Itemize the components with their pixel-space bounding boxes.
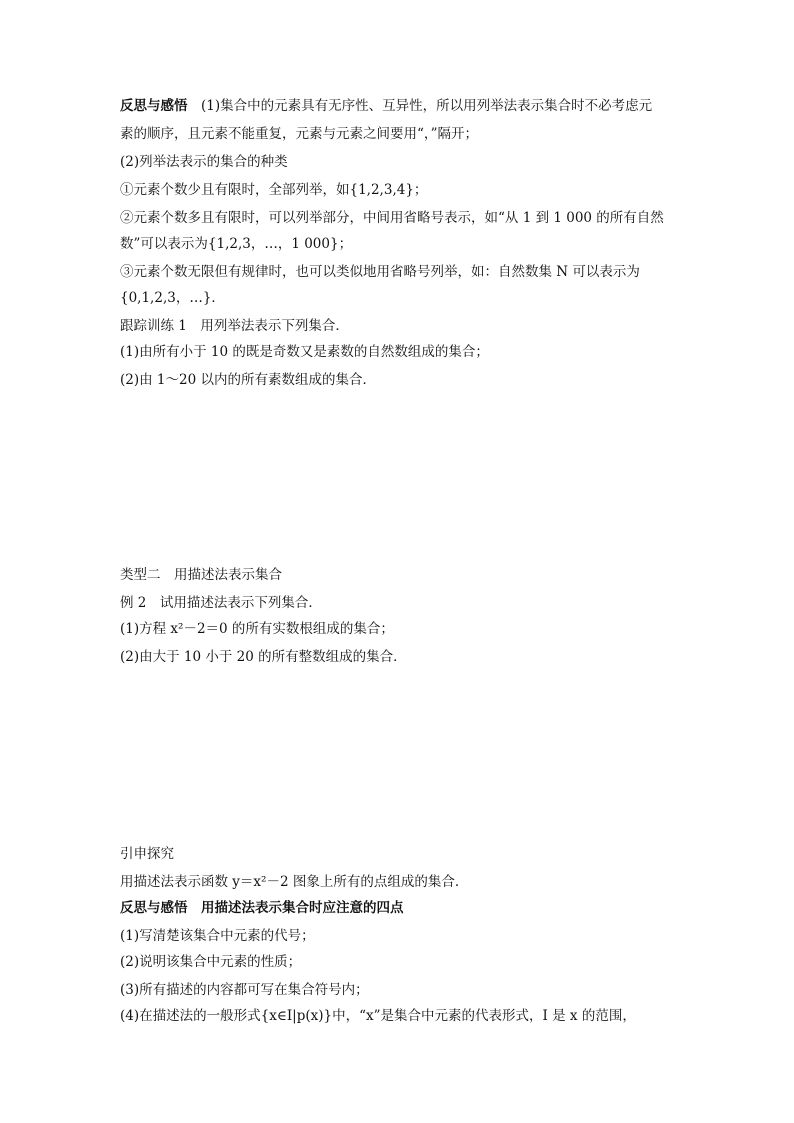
type-title: 类型二 用描述法表示集合: [120, 567, 282, 583]
example-item-2: (2)由大于 10 小于 20 的所有整数组成的集合．: [120, 649, 407, 665]
example-item-1: (1)方程 x²－2＝0 的所有实数根组成的集合；: [120, 621, 394, 637]
kind-3-line-2: {0,1,2,3，…}．: [120, 290, 225, 306]
reflection-line-2: 素的顺序，且元素不能重复，元素与元素之间要用“，”隔开；: [120, 126, 479, 142]
point-2: (2)说明该集合中元素的性质；: [120, 954, 302, 970]
example-title: 例 2 试用描述法表示下列集合．: [120, 595, 322, 611]
point-4: (4)在描述法的一般形式{x∈I|p(x)}中，“x”是集合中元素的代表形式，I 是 x 的范围，: [120, 1008, 636, 1024]
kinds-title: (2)列举法表示的集合的种类: [120, 154, 288, 170]
point-1: (1)写清楚该集合中元素的代号；: [120, 928, 315, 944]
reflection-2-title: 反思与感悟 用描述法表示集合时应注意的四点: [120, 900, 404, 916]
training-item-2: (2)由 1～20 以内的所有素数组成的集合．: [120, 372, 376, 388]
extension-text: 用描述法表示函数 y＝x²－2 图象上所有的点组成的集合．: [120, 874, 469, 890]
kind-2-line-1: ②元素个数多且有限时，可以列举部分，中间用省略号表示，如“从 1 到 1 000 的所有自然: [120, 210, 664, 226]
reflection-title: 反思与感悟: [120, 98, 188, 114]
point-3: (3)所有描述的内容都可写在集合符号内；: [120, 982, 369, 998]
reflection-text-1: (1)集合中的元素具有无序性、互异性，所以用列举法表示集合时不必考虑元: [201, 98, 653, 114]
extension-title: 引申探究: [120, 846, 174, 862]
kind-2-line-2: 数”可以表示为{1,2,3，…，1 000}；: [120, 236, 353, 252]
kind-3-line-1: ③元素个数无限但有规律时，也可以类似地用省略号列举，如：自然数集 N 可以表示为: [120, 264, 640, 280]
reflection-line-1: [120, 97, 680, 115]
training-title: 跟踪训练 1 用列举法表示下列集合．: [120, 318, 349, 334]
kind-1: ①元素个数少且有限时，全部列举，如{1,2,3,4}；: [120, 182, 428, 198]
training-item-1: (1)由所有小于 10 的既是奇数又是素数的自然数组成的集合；: [120, 344, 489, 360]
